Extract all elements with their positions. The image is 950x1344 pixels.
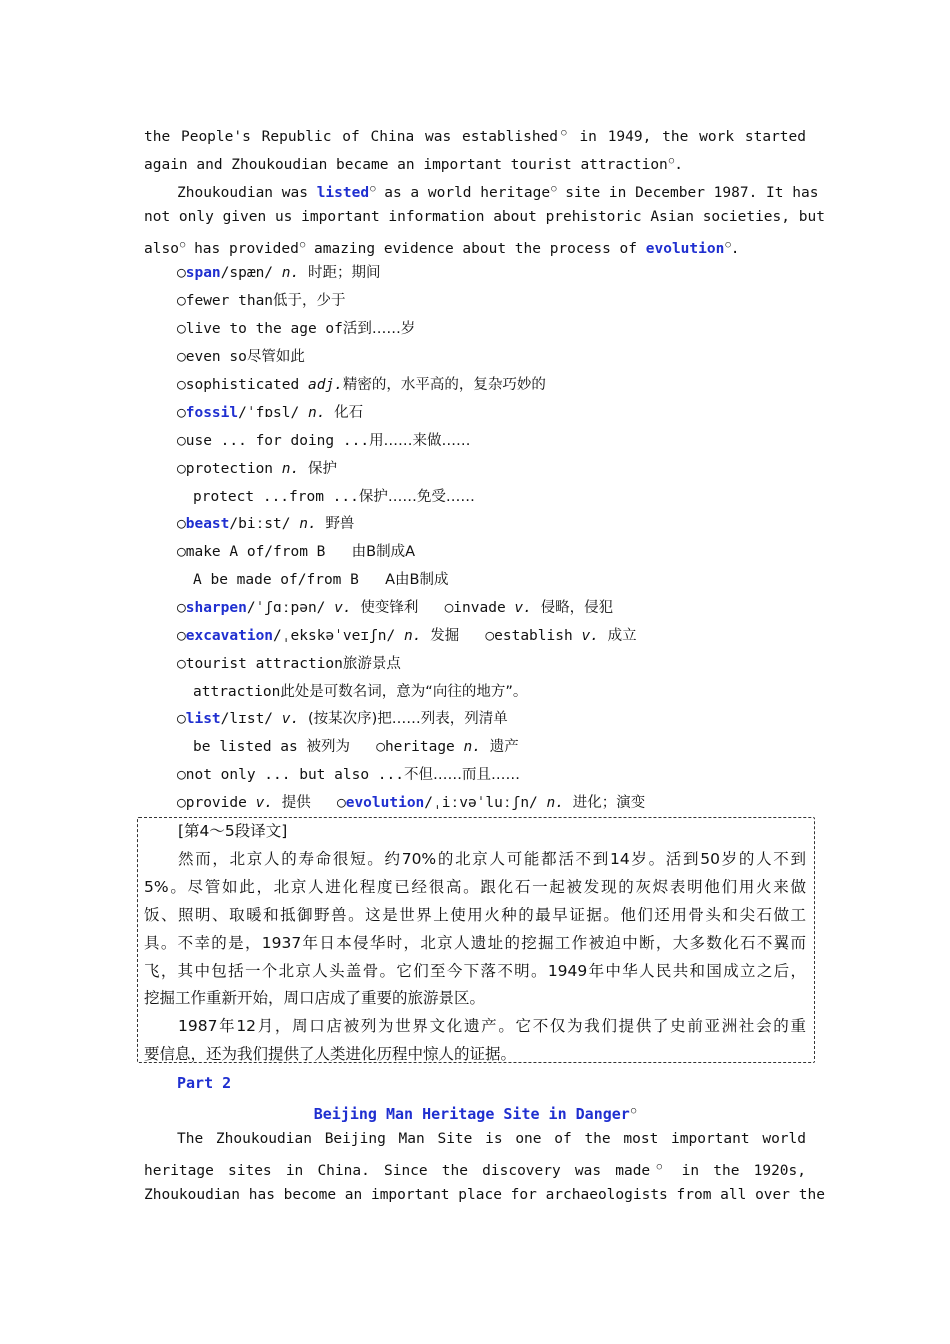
part-of-speech: n. <box>299 516 317 532</box>
text: in the 1920s, <box>681 1163 806 1179</box>
definition: A由B制成 <box>385 572 449 588</box>
phrase: protect ...from ... <box>193 489 359 505</box>
text-line <box>177 175 819 203</box>
translation-header: [第4～5段译文] <box>178 822 288 840</box>
title-text: Beijing Man Heritage Site in Danger <box>313 1105 630 1123</box>
text: also <box>144 241 179 257</box>
bullet-circle-icon: ○ <box>177 293 186 309</box>
phonetic: /ˈʃɑːpən/ <box>246 600 326 616</box>
note-mark-icon: ○ <box>299 240 306 250</box>
phrase: even so <box>185 349 247 365</box>
definition: 进化；演变 <box>572 795 646 811</box>
vocab-word: sharpen <box>185 600 247 616</box>
text-line <box>144 203 825 231</box>
text-line <box>177 1125 806 1153</box>
vocab-item <box>177 705 806 733</box>
definition: 遗产 <box>489 739 519 755</box>
bullet-circle-icon: ○ <box>177 711 186 727</box>
part-of-speech: v. <box>255 795 274 811</box>
text: the People's Republic of China was established <box>144 129 559 145</box>
phrase: tourist attraction <box>185 656 343 672</box>
vocab-subitem <box>193 733 806 761</box>
definition: 旅游景点 <box>342 656 401 672</box>
keyword: listed <box>316 185 370 201</box>
text: . <box>674 157 683 173</box>
translation-line: 具。不幸的是，1937年日本侵华时，北京人遗址的挖掘工作被迫中断，大多数化石不翼而 <box>144 934 806 952</box>
phrase: provide <box>185 795 247 811</box>
definition: 低于，少于 <box>273 293 346 309</box>
vocab-word: evolution <box>345 795 425 811</box>
vocab-word: list <box>185 711 221 727</box>
phrase: use ... for doing ... <box>185 433 370 449</box>
definition: 由B制成A <box>351 544 415 560</box>
phrase: A be made of/from B <box>193 572 359 588</box>
section-title <box>144 1097 806 1128</box>
text: heritage sites in China. Since the discovery was made <box>144 1163 651 1179</box>
translation-line: 1987年12月，周口店被列为世界文化遗产。它不仅为我们提供了史前亚洲社会的重 <box>178 1017 806 1035</box>
phrase: heritage <box>384 739 455 755</box>
note-mark-icon: ○ <box>559 128 569 138</box>
note-mark-icon: ○ <box>725 240 731 250</box>
text-line <box>144 119 806 147</box>
definition: (按某次序)把……列表，列清单 <box>307 711 508 727</box>
phrase: attraction <box>193 684 281 700</box>
vocab-item <box>177 761 806 789</box>
translation-line: 挖掘工作重新开始，周口店成了重要的旅游景区。 <box>144 989 486 1007</box>
vocab-item <box>177 622 806 650</box>
text: . <box>730 241 740 257</box>
bullet-circle-icon: ○ <box>444 600 454 616</box>
phrase: make A of/from B <box>185 544 326 560</box>
definition: 发掘 <box>430 628 460 644</box>
bullet-circle-icon: ○ <box>485 628 495 644</box>
text: again and Zhoukoudian became an important tourist attraction <box>144 157 668 173</box>
bullet-circle-icon: ○ <box>177 433 186 449</box>
text: amazing evidence about the process of <box>314 241 638 257</box>
phrase: not only ... but also ... <box>185 767 404 783</box>
vocab-subitem <box>193 483 806 511</box>
text-line <box>144 147 806 175</box>
note-mark-icon: ○ <box>551 184 557 194</box>
vocab-item <box>177 455 806 483</box>
part-of-speech: n. <box>281 265 300 281</box>
translation-line: 要信息，还为我们提供了人类进化历程中惊人的证据。 <box>144 1045 517 1063</box>
vocab-item <box>177 343 806 371</box>
part-of-speech: v. <box>334 600 352 616</box>
bullet-circle-icon: ○ <box>177 461 186 477</box>
note-mark-icon: ○ <box>630 1106 637 1116</box>
definition: 野兽 <box>325 516 355 532</box>
part-of-speech: n. <box>404 628 422 644</box>
vocab-item <box>177 315 806 343</box>
text-line <box>144 1181 825 1209</box>
bullet-circle-icon: ○ <box>177 628 186 644</box>
vocab-word: excavation <box>185 628 274 644</box>
part-of-speech: n. <box>546 795 564 811</box>
phonetic: /lɪst/ <box>220 711 274 727</box>
bullet-circle-icon: ○ <box>376 739 385 755</box>
definition: 用……来做…… <box>369 433 471 449</box>
bullet-circle-icon: ○ <box>336 795 346 811</box>
vocab-item <box>177 259 806 287</box>
definition: 时距；期间 <box>307 265 381 281</box>
phonetic: /spæn/ <box>220 265 274 281</box>
part-of-speech: n. <box>281 461 300 477</box>
text: Zhoukoudian has become an important place for archaeologists from all over the <box>144 1187 825 1203</box>
bullet-circle-icon: ○ <box>177 349 186 365</box>
translation-line: 然而，北京人的寿命很短。约70%的北京人可能都活不到14岁。活到50岁的人不到 <box>178 850 806 868</box>
vocab-item <box>177 510 806 538</box>
definition: 使变锋利 <box>360 600 419 616</box>
phonetic: /ˈfɒsl/ <box>238 405 300 421</box>
definition: 尽管如此 <box>246 349 305 365</box>
phrase: establish <box>494 628 573 644</box>
text: has provided <box>194 241 299 257</box>
text: The Zhoukoudian Beijing Man Site is one of the most important world <box>177 1131 806 1147</box>
bullet-circle-icon: ○ <box>177 544 186 560</box>
bullet-circle-icon: ○ <box>177 656 186 672</box>
definition: 精密的，水平高的，复杂巧妙的 <box>342 377 546 393</box>
text: as a world heritage <box>384 185 551 201</box>
bullet-circle-icon: ○ <box>177 377 186 393</box>
definition: 活到……岁 <box>342 321 416 337</box>
note-mark-icon: ○ <box>651 1162 668 1172</box>
vocab-item <box>177 538 806 566</box>
note-mark-icon: ○ <box>370 184 376 194</box>
note-mark-icon: ○ <box>179 240 186 250</box>
bullet-circle-icon: ○ <box>177 767 186 783</box>
definition: 被列为 <box>306 739 350 755</box>
part-of-speech: adj. <box>307 377 343 393</box>
vocab-word: span <box>185 265 221 281</box>
part-label: Part 2 <box>177 1074 232 1092</box>
bullet-circle-icon: ○ <box>177 265 186 281</box>
phonetic: /ˌekskəˈveɪʃn/ <box>273 628 396 644</box>
part-of-speech: v. <box>581 628 599 644</box>
part-of-speech: n. <box>307 405 326 421</box>
phrase: fewer than <box>185 293 274 309</box>
phrase: live to the age of <box>185 321 343 337</box>
bullet-circle-icon: ○ <box>177 795 186 811</box>
definition: 侵略，侵犯 <box>540 600 614 616</box>
phonetic: /biːst/ <box>229 516 291 532</box>
bullet-circle-icon: ○ <box>177 321 186 337</box>
vocab-item <box>177 594 806 622</box>
bullet-circle-icon: ○ <box>177 405 186 421</box>
text: site in December 1987. It has <box>565 185 819 201</box>
vocab-item <box>177 650 806 678</box>
definition: 不但……而且…… <box>403 767 520 783</box>
definition: 提供 <box>281 795 311 811</box>
text: in 1949, the work started <box>579 129 806 145</box>
definition: 成立 <box>607 628 637 644</box>
vocab-subitem <box>193 566 806 594</box>
phrase: be listed as <box>193 739 298 755</box>
text: not only given us important information about prehistoric Asian societies, but <box>144 209 825 225</box>
definition: 此处是可数名词，意为“向往的地方”。 <box>280 684 528 700</box>
text-line <box>144 1153 806 1181</box>
vocab-item <box>177 789 806 817</box>
part-of-speech: n. <box>463 739 481 755</box>
keyword: evolution <box>645 241 725 257</box>
bullet-circle-icon: ○ <box>177 600 186 616</box>
translation-line: 飞，其中包括一个北京人头盖骨。它们至今下落不明。1949年中华人民共和国成立之后， <box>144 962 806 980</box>
vocab-item <box>177 427 806 455</box>
note-mark-icon: ○ <box>668 156 675 166</box>
phonetic: /ˌiːvəˈluːʃn/ <box>424 795 538 811</box>
translation-line: 5%。尽管如此，北京人进化程度已经很高。跟化石一起被发现的灰烬表明他们用火来做 <box>144 878 806 896</box>
vocab-word: fossil <box>185 405 239 421</box>
vocab-word: beast <box>185 516 230 532</box>
vocab-item <box>177 371 806 399</box>
text-line <box>144 231 806 259</box>
part-of-speech: v. <box>281 711 300 727</box>
translation-line: 饭、照明、取暖和抵御野兽。这是世界上使用火种的最早证据。他们还用骨头和尖石做工 <box>144 906 806 924</box>
bullet-circle-icon: ○ <box>177 516 186 532</box>
definition: 保护……免受…… <box>358 489 475 505</box>
vocab-item <box>177 399 806 427</box>
phrase: sophisticated <box>185 377 300 393</box>
vocab-subitem <box>193 678 806 706</box>
vocab-item <box>177 287 806 315</box>
definition: 化石 <box>334 405 364 421</box>
phrase: invade <box>453 600 506 616</box>
part-of-speech: v. <box>514 600 532 616</box>
phrase: protection <box>185 461 274 477</box>
definition: 保护 <box>307 461 337 477</box>
text: Zhoukoudian was <box>177 185 308 201</box>
